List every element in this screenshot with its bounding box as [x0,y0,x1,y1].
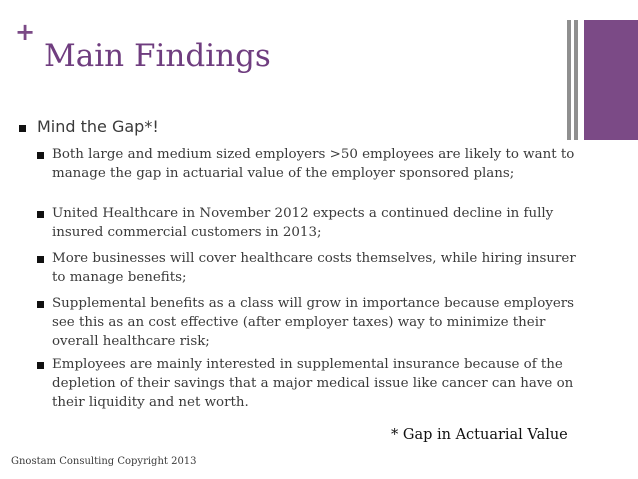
list-item: United Healthcare in November 2012 expects a continued decline in fully insured commercial customers in 2013; [52,206,554,240]
bullet-square-icon [37,301,44,308]
bullet-square-icon [37,211,44,218]
decorative-bar-purple [584,20,638,140]
decorative-bar-gray-1 [567,20,571,140]
decorative-bar-gray-2 [574,20,578,140]
bullet-square-icon [37,362,44,369]
list-item: Both large and medium sized employers >50 employees are likely to want to manage the gap in actuarial value of the employer sponsored plans; [52,147,575,181]
bullet-square-icon [19,125,26,132]
level1-heading: Mind the Gap*! [37,117,159,136]
copyright-footer: Gnostam Consulting Copyright 2013 [11,456,197,467]
slide-title: Main Findings [44,38,271,74]
list-item: Supplemental benefits as a class will grow in importance because employers see this as an cost effective (after employer taxes) way to minimize their overall healthcare risk; [52,296,575,349]
list-item: Employees are mainly interested in supplemental insurance because of the depletion of their savings that a major medical issue like cancer can have on their liquidity and net worth. [52,357,574,410]
bullet-square-icon [37,256,44,263]
bullet-square-icon [37,152,44,159]
footnote: * Gap in Actuarial Value [391,427,568,443]
list-item: More businesses will cover healthcare costs themselves, while hiring insurer to manage benefits; [52,251,576,285]
plus-sign: + [15,18,36,46]
